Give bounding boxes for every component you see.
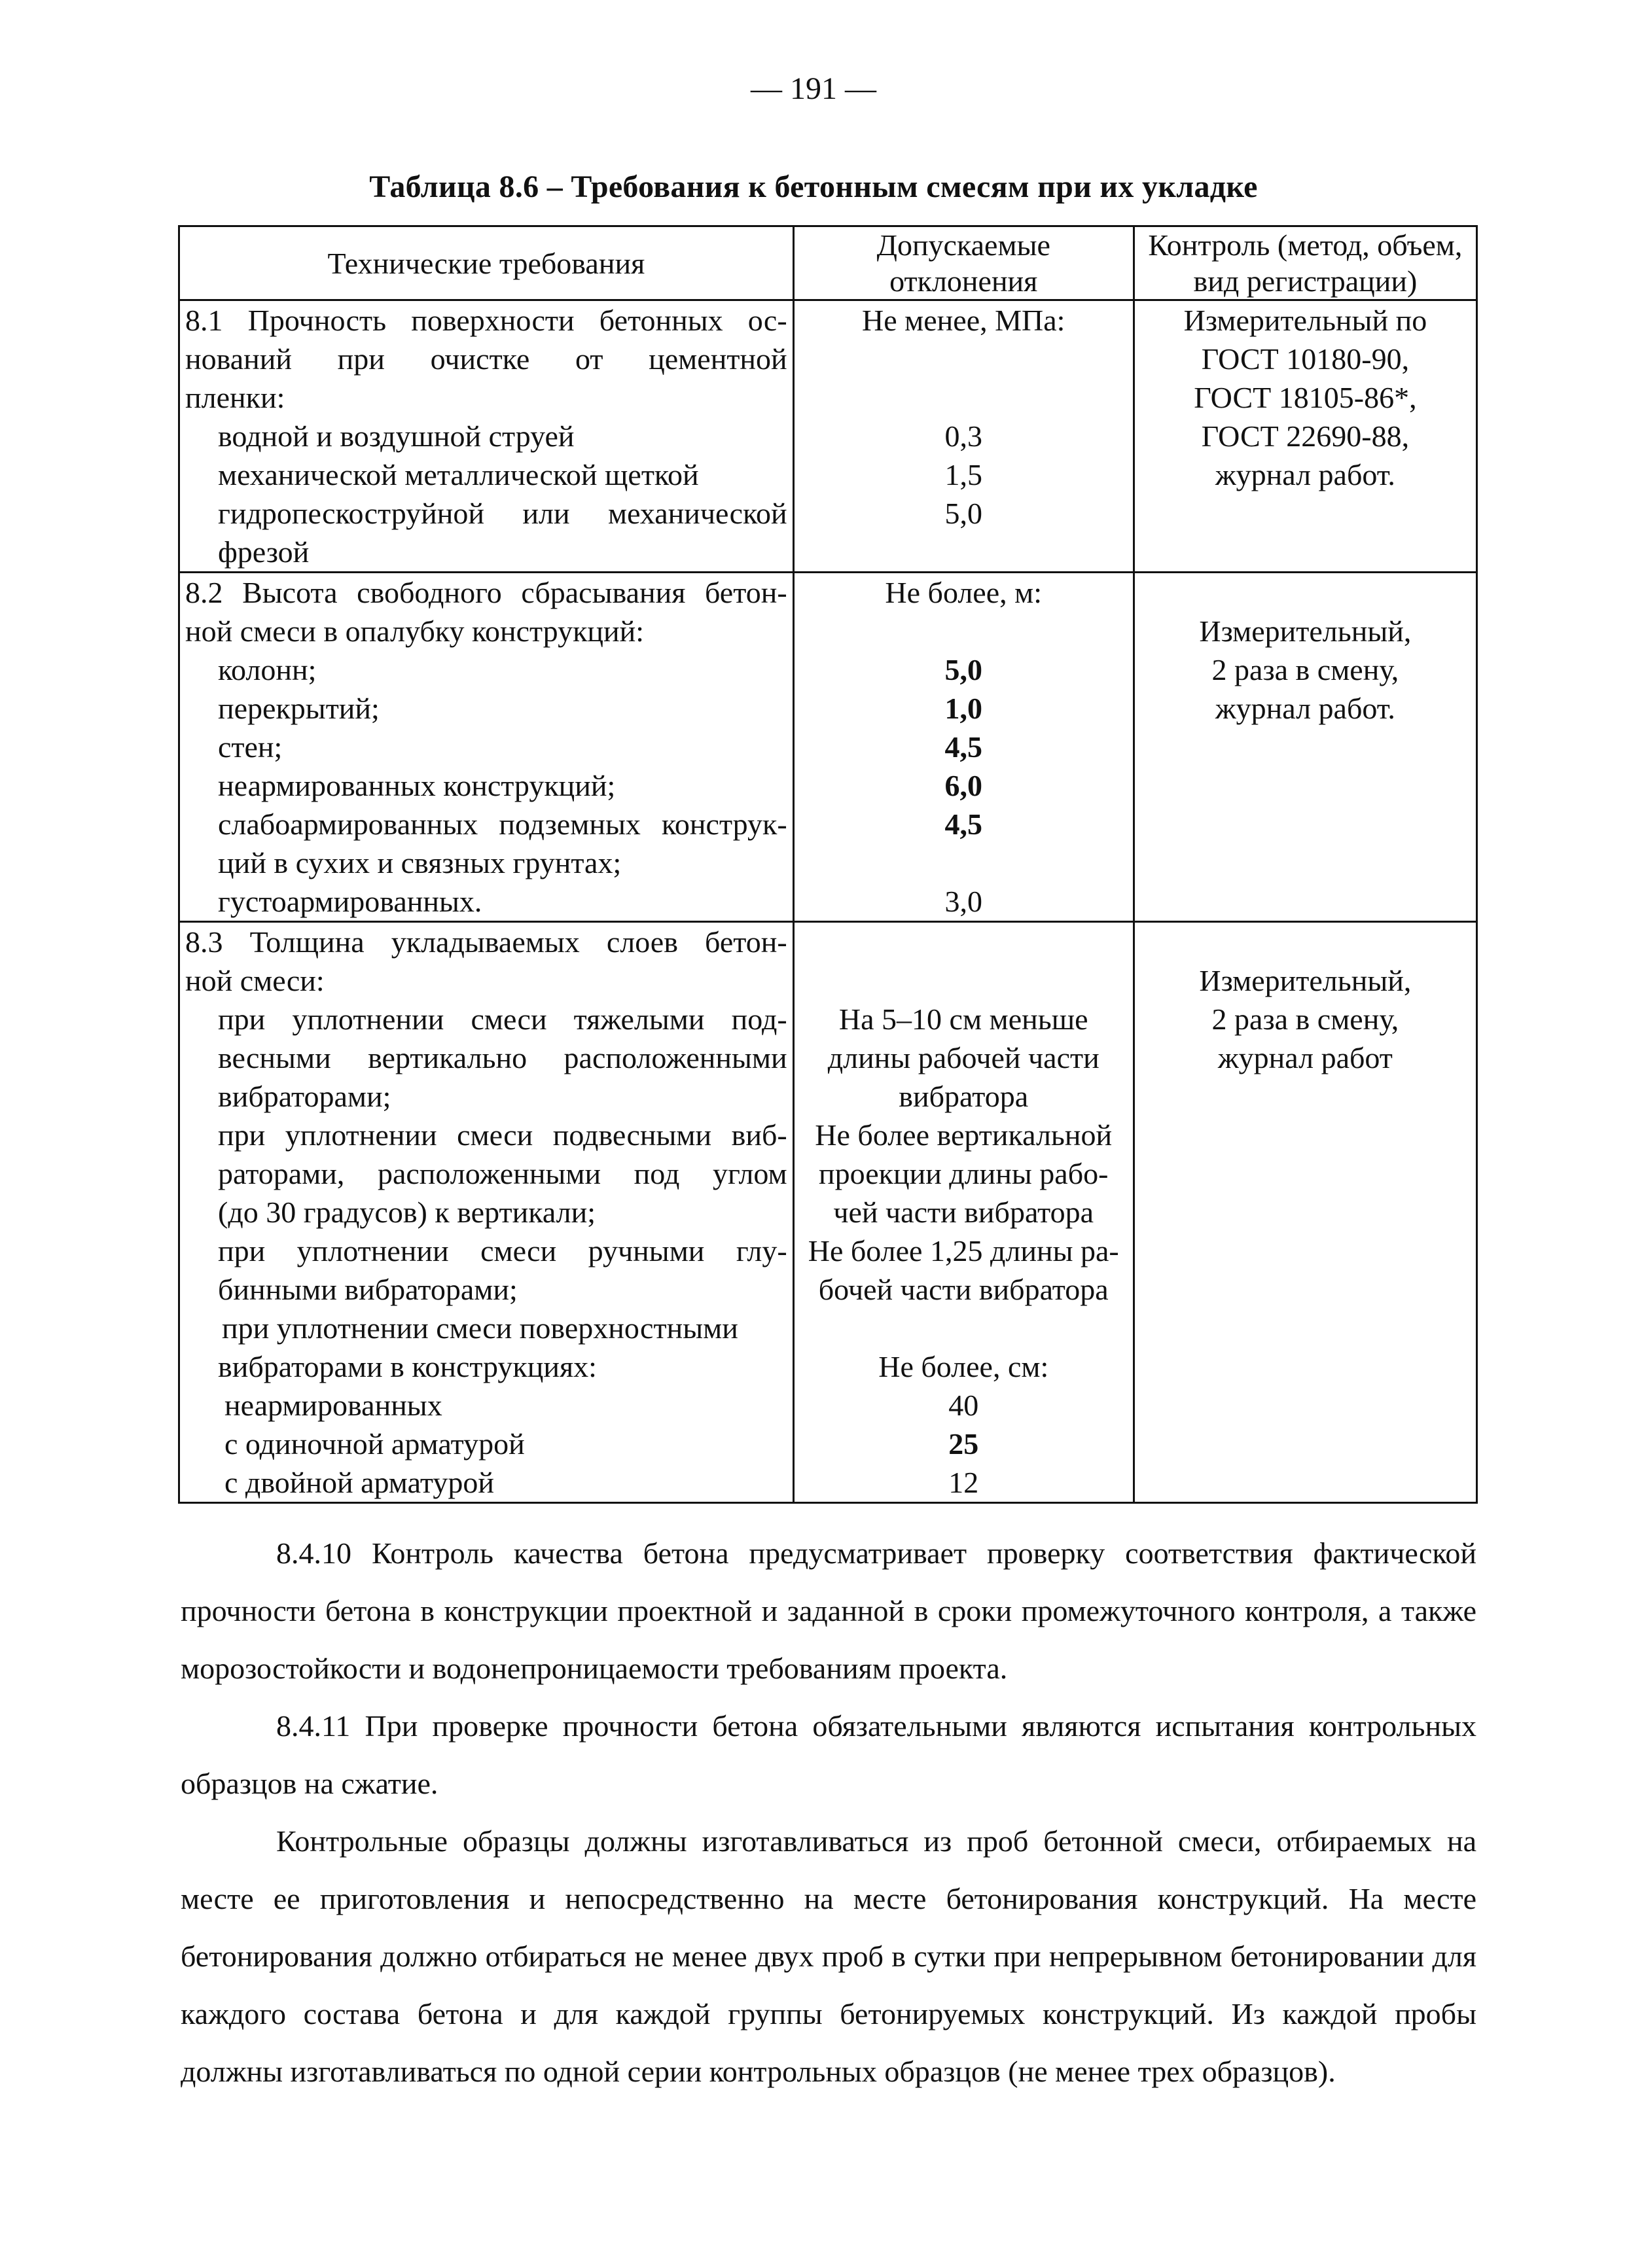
row-8-3-item-4a: при уплотнении смеси поверхностными <box>222 1311 738 1345</box>
cell-tolerance-8-1 <box>793 300 1134 573</box>
row-8-2-item-6: густоармированных. <box>218 885 482 918</box>
row-8-1-item-3a: гидропескоструйной или механической <box>218 497 787 530</box>
row-8-2-value-1: 5,0 <box>944 653 982 686</box>
row-8-1-title-a: 8.1 Прочность поверхности бетонных ос- <box>185 304 787 337</box>
row-8-3-value-2: 25 <box>948 1427 979 1461</box>
cell-tolerance-8-3 <box>793 922 1134 1503</box>
row-8-2-control-3: журнал работ. <box>1215 692 1395 725</box>
row-8-1-value-3: 5,0 <box>944 497 982 530</box>
row-8-3-item-1b: весными вертикально расположенными <box>218 1041 787 1074</box>
row-8-1-value-1: 0,3 <box>944 419 982 453</box>
table-title: Таблица 8.6 – Требования к бетонным смесям при их укладке <box>369 169 1258 204</box>
row-8-2-value-2: 1,0 <box>944 692 982 725</box>
cell-control-8-2 <box>1134 573 1476 922</box>
row-8-1-control-2: ГОСТ 10180-90, <box>1201 342 1410 376</box>
cell-tolerance-8-2 <box>793 573 1134 922</box>
row-8-3-title-a: 8.3 Толщина укладываемых слоев бетон- <box>185 925 787 959</box>
row-8-1-item-2: механической металлической щеткой <box>218 458 699 491</box>
row-8-3-tol-head: Не более, см: <box>878 1350 1049 1383</box>
row-8-2-item-4: неармированных конструкций; <box>218 769 616 802</box>
row-8-2-value-5: 4,5 <box>944 807 982 841</box>
row-8-3-item-3b: бинными вибраторами; <box>218 1273 518 1306</box>
row-8-3-tol-3b: бочей части вибратора <box>818 1273 1109 1306</box>
row-8-2-value-3: 4,5 <box>944 730 982 764</box>
header-tolerances: Допускаемые отклонения <box>793 226 1134 300</box>
row-8-2-title-b: ной смеси в опалубку конструкций: <box>185 614 645 648</box>
cell-control-8-1 <box>1134 300 1476 573</box>
row-8-3-item-2c: (до 30 градусов) к вертикали; <box>218 1196 596 1229</box>
row-8-1-title-c: пленки: <box>185 381 285 414</box>
cell-requirements-8-2 <box>179 573 794 922</box>
row-8-3-item-3a: при уплотнении смеси ручными глу- <box>218 1234 787 1267</box>
row-8-2-item-5b: ций в сухих и связных грунтах; <box>218 846 622 879</box>
row-8-3-item-5: неармированных <box>224 1389 442 1422</box>
row-8-3-tol-1b: длины рабочей части <box>827 1041 1100 1074</box>
row-8-3-tol-3a: Не более 1,25 длины ра- <box>808 1234 1119 1267</box>
row-8-2-item-1: колонн; <box>218 653 317 686</box>
row-8-3-value-1: 40 <box>948 1389 979 1422</box>
row-8-3-item-1a: при уплотнении смеси тяжелыми под- <box>218 1002 787 1036</box>
row-8-3-control-3: журнал работ <box>1217 1041 1393 1074</box>
row-8-3-title-b: ной смеси: <box>185 964 325 997</box>
row-8-2-value-4: 6,0 <box>944 769 982 802</box>
paragraph-8-4-11: 8.4.11 При проверке прочности бетона обязательными являются испытания контрольных образцов на сжатие. <box>181 1709 1476 1800</box>
row-8-3-tol-1a: На 5–10 см меньше <box>838 1002 1088 1036</box>
row-8-2-item-5a: слабоармированных подземных конструк- <box>218 807 787 841</box>
row-8-1-control-5: журнал работ. <box>1215 458 1395 491</box>
table-row-8-3 <box>179 922 1477 1503</box>
row-8-3-tol-2c: чей части вибратора <box>833 1196 1094 1229</box>
row-8-1-value-2: 1,5 <box>944 458 982 491</box>
row-8-1-control-3: ГОСТ 18105-86*, <box>1194 381 1417 414</box>
row-8-3-tol-2b: проекции длины рабо- <box>819 1157 1109 1190</box>
row-8-3-item-1c: вибраторами; <box>218 1080 391 1113</box>
row-8-2-item-3: стен; <box>218 730 283 764</box>
row-8-2-item-2: перекрытий; <box>218 692 380 725</box>
cell-control-8-3 <box>1134 922 1476 1503</box>
row-8-3-item-6: с одиночной арматурой <box>224 1427 525 1461</box>
header-control: Контроль (метод, объем, вид регистрации) <box>1134 226 1476 300</box>
row-8-2-value-6: 3,0 <box>944 885 982 918</box>
paragraph-control-samples: Контрольные образцы должны изготавливаться из проб бетонной смеси, отбираемых на месте ее приготовления и непосредственно на месте бетонирования конструкций. На месте бетонирования должно отбираться не менее двух проб в сутки при непрерывном бетонировании для каждого состава бетона и для каждой группы бетонируемых конструкций. Из каждой пробы должны изготавливаться по одной серии контрольных образцов (не менее трех образцов). <box>181 1824 1476 2088</box>
row-8-2-control-2: 2 раза в смену, <box>1211 653 1399 686</box>
row-8-1-control-4: ГОСТ 22690-88, <box>1201 419 1410 453</box>
cell-requirements-8-1 <box>179 300 794 573</box>
row-8-3-value-3: 12 <box>948 1466 979 1499</box>
requirements-table <box>178 225 1478 1504</box>
row-8-3-item-4b: вибраторами в конструкциях: <box>218 1350 597 1383</box>
row-8-1-tol-head: Не менее, МПа: <box>862 304 1065 337</box>
row-8-2-tol-head: Не более, м: <box>885 576 1043 609</box>
row-8-2-control-1: Измерительный, <box>1199 614 1412 648</box>
table-row-8-2 <box>179 573 1477 922</box>
row-8-3-tol-2a: Не более вертикальной <box>815 1118 1113 1152</box>
row-8-1-item-3b: фрезой <box>218 535 310 569</box>
paragraph-8-4-10: 8.4.10 Контроль качества бетона предусматривает проверку соответствия фактической прочности бетона в конструкции проектной и заданной в сроки промежуточного контроля, а также морозостойкости и водонепроницаемости требованиям проекта. <box>181 1536 1476 1685</box>
header-requirements: Технические требования <box>179 226 794 300</box>
row-8-1-item-1: водной и воздушной струей <box>218 419 575 453</box>
row-8-2-title-a: 8.2 Высота свободного сбрасывания бетон- <box>185 576 787 609</box>
row-8-3-item-2b: раторами, расположенными под углом <box>218 1157 787 1190</box>
row-8-3-tol-1c: вибратора <box>899 1080 1029 1113</box>
row-8-3-control-1: Измерительный, <box>1199 964 1412 997</box>
page-number: — 191 — <box>751 71 876 106</box>
row-8-3-item-2a: при уплотнении смеси подвесными виб- <box>218 1118 787 1152</box>
row-8-1-title-b: нований при очистке от цементной <box>185 342 787 376</box>
row-8-3-control-2: 2 раза в смену, <box>1211 1002 1399 1036</box>
table-row-8-1 <box>179 300 1477 573</box>
row-8-3-item-7: с двойной арматурой <box>224 1466 494 1499</box>
row-8-1-control-1: Измерительный по <box>1183 304 1427 337</box>
cell-requirements-8-3 <box>179 922 794 1503</box>
table-header-row <box>179 226 1477 300</box>
